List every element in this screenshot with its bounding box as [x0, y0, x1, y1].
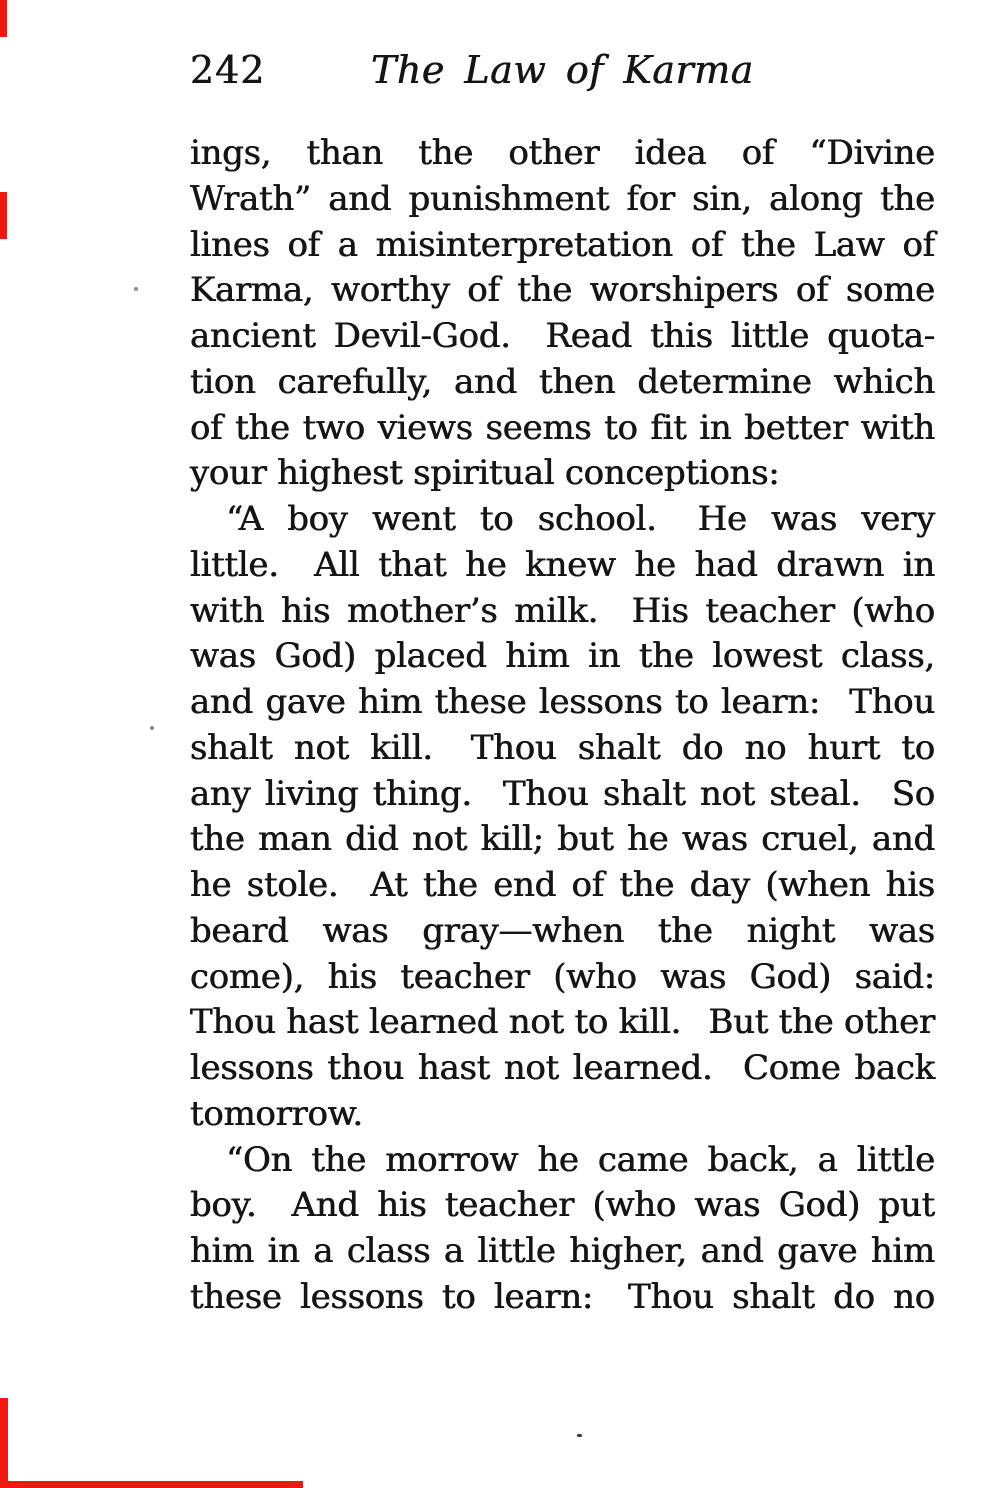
text-line: tomorrow. — [190, 1093, 363, 1134]
text-line: was God) placed him in the lowest class, — [190, 636, 935, 677]
text-line: and gave him these lessons to learn: Thou — [190, 682, 935, 722]
text-line: lessons thou hast not learned. Come back — [190, 1048, 935, 1088]
text-line: shalt not kill. Thou shalt do no hurt to — [190, 727, 935, 768]
text-line: with his mother’s milk. His teacher (who — [190, 590, 935, 631]
running-title: The Law of Karma — [371, 48, 754, 92]
scan-red-mark-top-left — [0, 0, 7, 37]
text-line: “A boy went to school. He was very — [226, 499, 935, 539]
scan-speck-left-margin — [134, 287, 138, 291]
scan-red-mark-left-upper — [0, 192, 7, 239]
scan-speck-bottom-center — [577, 1434, 582, 1437]
text-line: any living thing. Thou shalt not steal. So — [190, 773, 935, 814]
text-line: beard was gray—when the night was — [190, 910, 935, 951]
scan-red-mark-bottom-left-vertical — [0, 1398, 8, 1488]
text-line: little. All that he knew he had drawn in — [190, 544, 935, 585]
text-line: of the two views seems to fit in better with — [190, 407, 935, 448]
page-header — [190, 48, 935, 94]
text-line: these lessons to learn: Thou shalt do no — [190, 1276, 935, 1317]
page-number: 242 — [190, 48, 266, 92]
text-line: “On the morrow he came back, a little — [226, 1139, 935, 1180]
text-line: lines of a misinterpretation of the Law of — [190, 224, 935, 265]
text-line: he stole. At the end of the day (when his — [190, 865, 935, 905]
text-line: Karma, worthy of the worshipers of some — [190, 270, 935, 311]
page-body — [190, 131, 935, 1321]
text-line: come), his teacher (who was God) said: — [190, 956, 935, 997]
scan-speck-left-margin-2 — [150, 726, 154, 730]
text-line: ings, than the other idea of “Divine — [190, 133, 935, 173]
text-line: Thou hast learned not to kill. But the other — [190, 1002, 935, 1043]
text-line: ancient Devil-God. Read this little quota- — [190, 316, 935, 356]
text-line: tion carefully, and then determine which — [190, 361, 935, 402]
text-line: your highest spiritual conceptions: — [190, 453, 780, 494]
text-line: Wrath” and punishment for sin, along the — [190, 178, 935, 219]
text-line: boy. And his teacher (who was God) put — [190, 1185, 935, 1226]
text-line: him in a class a little higher, and gave him — [190, 1231, 935, 1271]
text-line: the man did not kill; but he was cruel, and — [190, 819, 935, 860]
scan-red-mark-bottom-horizontal — [0, 1481, 303, 1488]
